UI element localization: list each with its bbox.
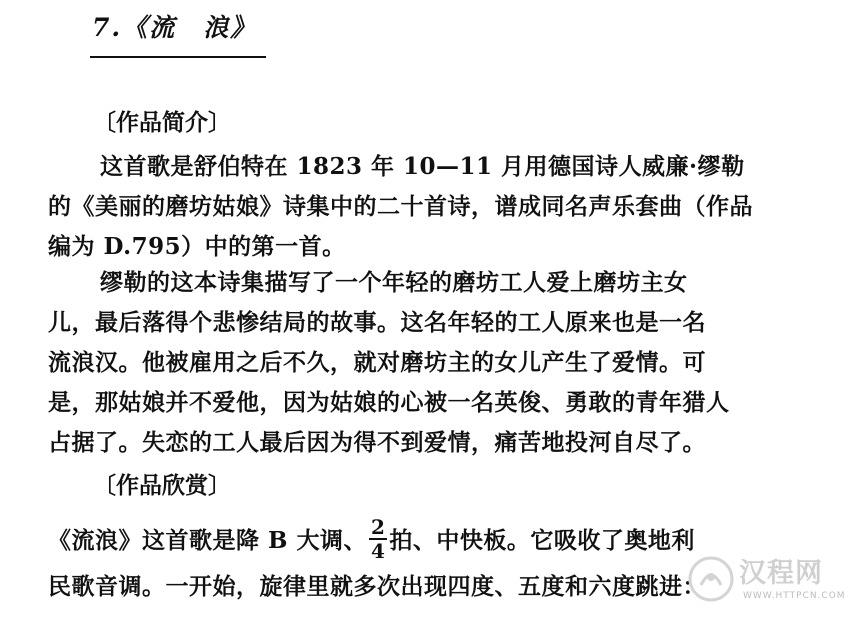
paragraph-line: 是，那姑娘并不爱他，因为姑娘的心被一名英俊、勇敢的青年猎人 — [48, 389, 730, 416]
section-heading-intro: 〔作品简介〕 — [93, 109, 231, 136]
paragraph-line: 儿，最后落得个悲惨结局的故事。这名年轻的工人原来也是一名 — [48, 309, 706, 336]
watermark-text: 汉程网 — [739, 558, 823, 589]
text-before-fraction: 《流浪》这首歌是降 B 大调、 — [48, 527, 367, 554]
paragraph-line: 缪勒的这本诗集描写了一个年轻的磨坊工人爱上磨坊主女 — [100, 269, 688, 296]
watermark-url: WWW.HTTPCN.COM — [743, 591, 846, 601]
paragraph-line-with-time-signature — [48, 515, 695, 564]
paragraph-line: 民歌音调。一开始，旋律里就多次出现四度、五度和六度跳进： — [48, 573, 706, 600]
watermark — [687, 547, 847, 617]
paragraph-line: 编为 D.795）中的第一首。 — [48, 233, 346, 260]
fraction-numerator: 2 — [370, 515, 386, 539]
paragraph-line: 流浪汉。他被雇用之后不久，就对磨坊主的女儿产生了爱情。可 — [48, 349, 706, 376]
text-after-fraction: 拍、中快板。它吸收了奥地利 — [389, 527, 695, 554]
fraction-denominator: 4 — [370, 539, 386, 563]
section-heading-appreciation: 〔作品欣赏〕 — [93, 472, 231, 499]
paragraph-line: 占据了。失恋的工人最后因为得不到爱情，痛苦地投河自尽了。 — [48, 429, 706, 456]
time-signature-fraction — [369, 517, 387, 561]
paragraph-line: 这首歌是舒伯特在 1823 年 10—11 月用德国诗人威廉·缪勒 — [100, 153, 745, 180]
page-title: 7.《流 浪》 — [92, 13, 258, 42]
paragraph-line: 的《美丽的磨坊姑娘》诗集中的二十首诗，谱成同名声乐套曲（作品 — [48, 193, 753, 220]
seal-logo-icon — [687, 555, 735, 603]
title-underline — [90, 56, 266, 58]
